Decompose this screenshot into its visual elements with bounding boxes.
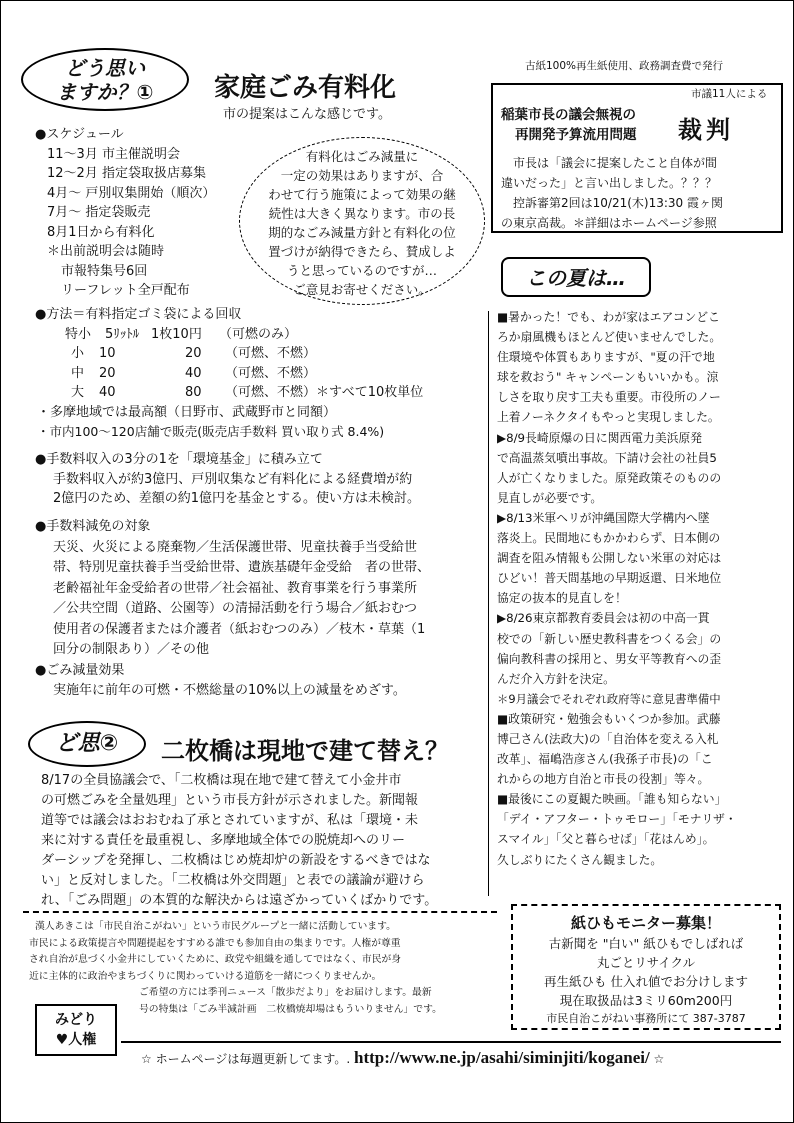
exemption-line: 使用者の保護者または介護者（紙おむつのみ）／枝木・草葉（1	[53, 621, 426, 637]
bag-price: 1枚10円	[151, 326, 202, 342]
section2-line: ダーシップを発揮し、二枚橋はじめ焼却炉の新設をするべきではな	[41, 853, 431, 868]
section1-badge-line2: ますか？①	[56, 80, 154, 104]
schedule-heading: ●スケジュール	[35, 127, 124, 142]
group-info-line: され自治が息づく小金井にしていくために、政党や組織を通してではなく、市民が身	[29, 954, 402, 966]
homepage-link[interactable]: http://www.ne.jp/asahi/siminjiti/koganei/	[354, 1048, 650, 1067]
bag-liters: 20	[99, 365, 116, 381]
bag-size: 小	[71, 346, 85, 361]
summer-line: ■政策研究・勉強会もいくつか参加。武藤	[497, 711, 721, 726]
fund-heading: ●手数料収入の3分の1を「環境基金」に積み立て	[35, 452, 323, 467]
summer-badge-text: この夏は…	[526, 266, 626, 290]
schedule-line: 11～3月 市主催説明会	[47, 146, 180, 162]
bag-size: 中	[71, 365, 85, 381]
bag-liters: 10	[99, 346, 116, 361]
exemption-line: 帯、特別児童扶養手当受給世帯、遺族基礎年金受給 者の世帯、	[53, 560, 431, 575]
page-subtitle: 市の提案はこんな感じです。	[223, 107, 391, 122]
page-title: 家庭ごみ有料化	[214, 73, 397, 103]
group-info-line: 近に主体的に政治やまちづくりに関わっていける道筋を一緒につくりませんか。	[29, 970, 382, 982]
opinion-bubble-text	[233, 147, 491, 299]
summer-line: れからの地方自治と市長の役割」等々。	[497, 772, 710, 787]
group-info-line: 市民による政策提言や問題提起をすすめる誰でも参加自由の集まりです。人権が尊重	[29, 937, 401, 949]
method-section	[35, 305, 475, 442]
bubble-line: 期的なごみ減量方針と有料化の位	[268, 225, 456, 240]
summer-line: ■最後にこの夏観た映画。「誰も知らない」	[497, 792, 727, 807]
section2-line: 来に対する責任を最重視し、多摩地域全体での脱焼却へのリー	[41, 833, 406, 848]
schedule-line: ＊出前説明会は随時	[47, 244, 165, 259]
exemption-line: 天災、火災による廃棄物／生活保護世帯、児童扶養手当受給世	[53, 539, 418, 555]
section2-line: れ、「ごみ問題」の本質的な解決からは遠ざかっていくばかりです。	[41, 893, 438, 908]
midori-badge-line1: みどり	[55, 1012, 97, 1028]
lawsuit-body	[501, 153, 723, 233]
monitor-line: 再生紙ひも 仕入れ値でお分けします	[544, 974, 748, 989]
summer-badge	[501, 257, 651, 297]
summer-line: 久しぶりにたくさん観ました。	[497, 852, 663, 867]
bubble-line: 置づけが納得できたら、賛成しよ	[268, 244, 456, 259]
schedule-line: 8月1日から有料化	[47, 224, 155, 240]
lawsuit-verdict: 裁判	[678, 116, 734, 144]
monitor-title: 紙ひもモニター募集！	[570, 914, 721, 932]
section2-line: 8/17の全員協議会で、「二枚橋は現在地で建て替えて小金井市	[41, 773, 402, 788]
summer-line: ＊9月議会でそれぞれ政府等に意見書準備中	[497, 691, 721, 706]
section2-line: の可燃ごみを全量処理」という市長方針が示されました。新聞報	[41, 793, 419, 808]
group-info-line: 号の特集は「ごみ半減計画 二枚橋焼却場はもういりません」です。	[139, 1003, 442, 1015]
section1-badge	[21, 48, 189, 111]
lawsuit-line: の東京高裁。＊詳細はホームページ参照	[501, 216, 717, 230]
exemption-line: ／公共空間（道路、公園等）の清掃活動を行う場合／紙おむつ	[53, 601, 418, 616]
bag-price-row	[35, 325, 475, 345]
summer-line: ■暑かった！でも、わが家はエアコンどこ	[497, 310, 720, 324]
bag-note: （可燃、不燃）	[225, 365, 317, 381]
homepage-line	[141, 1047, 664, 1070]
bubble-line: わせて行う施策によって効果の継	[268, 187, 456, 202]
exemption-line: 回分の制限あり）／その他	[53, 642, 210, 657]
summer-line: 偏向教科書の採用と、男女平等教育への歪	[497, 651, 722, 666]
summer-line: 校での「新しい歴史教科書をつくる会」の	[497, 631, 722, 646]
method-note: ・市内100～120店舗で販売(販売店手数料 買い取り式 8.4%)	[37, 424, 385, 439]
bag-price: 80	[185, 385, 202, 400]
bag-note: （可燃、不燃）	[225, 346, 317, 361]
summer-line: 協定の抜本的見直しを！	[497, 591, 627, 606]
summer-line: ろか扇風機もほとんど使いませんでした。	[497, 330, 722, 345]
bag-size: 特小	[65, 326, 92, 342]
homepage-note: ☆ ホームページは毎週更新してます。.	[141, 1052, 351, 1066]
summer-line: ひどい！普天間基地の早期返還、日米地位	[497, 571, 722, 586]
summer-line: 博己さん(法政大)の「自治体を変える入札	[497, 731, 719, 746]
bubble-line: ご意見お寄せください。	[293, 282, 431, 297]
group-info-line: ご希望の方には季刊ニュース「散歩だより」をお届けします。最新	[139, 987, 432, 999]
bag-liters: 40	[99, 385, 116, 400]
bag-liters: 5ﾘｯﾄﾙ	[105, 326, 140, 342]
bag-price-row	[35, 364, 475, 384]
schedule-line: 7月～ 指定袋販売	[47, 205, 151, 220]
schedule-section	[35, 125, 215, 301]
bubble-line: 続性は大きく異なります。市の長	[268, 206, 456, 221]
bag-price-row	[35, 344, 475, 364]
schedule-line: 12～2月 指定袋取扱店募集	[47, 166, 206, 181]
summer-line: ▶8/13米軍ヘリが沖縄国際大学構内へ墜	[497, 510, 710, 525]
bubble-line: 一定の効果はありますが、合	[280, 168, 444, 183]
monitor-line: 市民自治こがねい事務所にて 387-3787	[546, 1012, 746, 1025]
section2-badge	[28, 721, 146, 767]
reduction-section	[35, 661, 406, 701]
bag-price-row	[35, 383, 475, 403]
bag-price: 40	[185, 365, 202, 381]
method-heading: ●方法＝有料指定ゴミ袋による回収	[35, 307, 242, 322]
monitor-line: 現在取扱品は3ミリ60m200円	[559, 993, 733, 1008]
reduction-heading: ●ごみ減量効果	[35, 663, 125, 678]
group-info-line: 漢人あきこは「市民自治こがねい」という市民グループと一緒に活動しています。	[35, 921, 396, 932]
print-note: 古紙100%再生紙使用、政務調査費で発行	[525, 60, 724, 72]
summer-line: スマイル」「父と暮らせば」「花はんめ」。	[497, 832, 715, 847]
star-icon: ☆	[653, 1052, 665, 1066]
exemption-line: 老齢福祉年金受給者の世帯／社会福祉、教育事業を行う事業所	[53, 580, 418, 596]
summer-line: 調査を阻み情報も公開しない米軍の対応は	[497, 551, 722, 566]
section2-body	[41, 771, 437, 911]
summer-line: しさを取り戻す工夫も重要。市役所のノー	[497, 390, 721, 405]
schedule-line: 4月～ 戸別収集開始（順次）	[47, 185, 216, 201]
fund-line: 手数料収入が約3億円、戸別収集など有料化による経費増が約	[53, 471, 413, 487]
summer-line: 改革」、福嶋浩彦さん(我孫子市長)の「こ	[497, 752, 713, 767]
schedule-line: リーフレット全戸配布	[61, 283, 190, 298]
summer-line: 住環境や体質もありますが、"夏の汗で地	[497, 350, 715, 365]
bag-note: （可燃、不燃）＊すべて10枚単位	[225, 385, 424, 400]
footer-divider	[23, 911, 497, 913]
exemption-heading: ●手数料減免の対象	[35, 519, 151, 534]
section2-badge-text: ど思②	[55, 731, 119, 756]
bag-size: 大	[71, 385, 85, 400]
homepage-divider	[121, 1041, 781, 1043]
lawsuit-line: 市長は「議会に提案したこと自体が間	[513, 156, 718, 170]
bubble-line: 有料化はごみ減量に	[305, 149, 419, 164]
lawsuit-title-line1: 稲葉市長の議会無視の	[501, 107, 636, 123]
lawsuit-tag: 市議11人による	[691, 88, 768, 100]
section2-line: 道等では議会はおおむね了承とされていますが、私は「環境・未	[41, 813, 419, 828]
monitor-box	[511, 904, 781, 1030]
summer-body	[497, 307, 737, 870]
bag-note: （可燃のみ）	[219, 326, 298, 342]
schedule-line: 市報特集号6回	[61, 263, 148, 279]
section2-title: 二枚橋は現地で建て替え？	[161, 737, 449, 765]
lawsuit-line: 控訴審第2回は10/21(木)13:30 霞ヶ関	[513, 196, 723, 210]
exemption-section	[35, 517, 430, 661]
column-divider	[488, 311, 489, 896]
summer-line: んだ介入方針を決定。	[497, 671, 615, 686]
reduction-line: 実施年に前年の可燃・不燃総量の10%以上の減量をめざす。	[53, 683, 406, 698]
bubble-line: うと思っているのですが…	[286, 263, 437, 278]
lawsuit-line: 違いだった」と言い出しました。？？？	[501, 176, 718, 190]
summer-line: ▶8/9長崎原爆の日に関西電力美浜原発	[497, 430, 703, 445]
summer-line: で高温蒸気噴出事故。下請け会社の社員5	[497, 450, 717, 465]
section1-badge-line1: どう思い	[65, 56, 145, 80]
monitor-line: 丸ごとリサイクル	[596, 955, 696, 970]
bag-price: 20	[185, 346, 202, 361]
summer-line: 人が亡くなりました。原発政策そのものの	[497, 470, 722, 485]
summer-line: 上着ノーネクタイもやっと実現しました。	[497, 410, 720, 425]
summer-line: 球を救おう" キャンペーンもいいかも。涼	[497, 370, 719, 385]
fund-line: 2億円のため、差額の約1億円を基金とする。使い方は未検討。	[53, 491, 421, 506]
lawsuit-title-line2: 再開発予算流用問題	[515, 127, 637, 143]
section2-line: い」と反対しました。「二枚橋は外交問題」と表での議論が避けら	[41, 873, 425, 888]
summer-line: 「デイ・アフター・トゥモロー」「モナリザ・	[497, 812, 737, 827]
fund-section	[35, 450, 420, 509]
summer-line: 落炎上。民間地にもかかわらず、日本側の	[497, 531, 721, 546]
summer-line: 見直しが必要です。	[497, 490, 603, 505]
midori-badge-line2: ♥人権	[55, 1032, 97, 1048]
midori-badge	[35, 1004, 117, 1056]
monitor-line: 古新聞を "白い" 紙ひもでしばれば	[548, 936, 744, 951]
method-note: ・多摩地域では最高額（日野市、武蔵野市と同額）	[37, 404, 337, 420]
summer-line: ▶8/26東京都教育委員会は初の中高一貫	[497, 611, 710, 626]
